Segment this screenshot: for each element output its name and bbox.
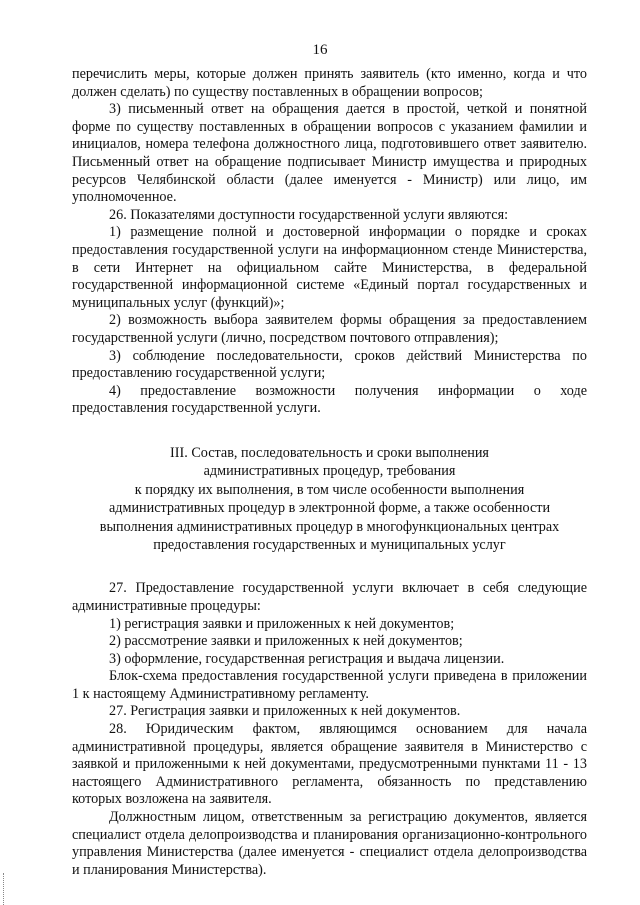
paragraph: 1) регистрация заявки и приложенных к ней документов; — [109, 615, 455, 632]
section-heading-line: административных процедур, требования — [203, 463, 456, 480]
section-heading-line: административных процедур в электронной форме, а также особенности — [108, 500, 551, 517]
paragraph: 28. Юридическим фактом, являющимся основанием для начала административной процедуры, является обращение заявителя в Министерство с заявкой и приложенными к ней документами, предусмотренными пунктами 11 - 13 настоящего Административного регламента, обязанность по представлению которых возложена на заявителя. — [72, 721, 587, 808]
paragraph: Блок-схема предоставления государственной услуги приведена в приложении 1 к настоящему Административному регламенту. — [72, 668, 587, 702]
paragraph: 2) возможность выбора заявителем формы обращения за предоставлением государственной услуги (лично, посредством почтового отправления); — [72, 312, 587, 346]
paragraph: 3) соблюдение последовательности, сроков действий Министерства по предоставлению государственной услуги; — [72, 347, 587, 382]
section-heading-line: предоставления государственных и муниципальных услуг — [153, 536, 506, 553]
section-heading-line: к порядку их выполнения, в том числе особенности выполнения — [134, 481, 525, 498]
scan-edge-mark — [3, 873, 6, 905]
section-heading-line: выполнения административных процедур в многофункциональных центрах — [99, 518, 560, 535]
paragraph: 3) письменный ответ на обращения дается в простой, четкой и понятной форме по существу поставленных в обращении вопросов с указанием фамилии и инициалов, номера телефона должностного лица, подготовившего ответ заявителю. Письменный ответ на обращение подписывает Министр имущества и природных ресурсов Челябинской области (далее именуется - Министр) или лицо, им уполномоченное. — [72, 101, 587, 206]
paragraph: 3) оформление, государственная регистрация и выдача лицензии. — [109, 650, 505, 667]
paragraph: 27. Регистрация заявки и приложенных к ней документов. — [109, 703, 461, 720]
paragraph: перечислить меры, которые должен принять заявитель (кто именно, когда и что должен сделать) по существу поставленных в обращении вопросов; — [72, 66, 587, 100]
section-heading-line: III. Состав, последовательность и сроки выполнения — [170, 444, 489, 461]
paragraphs-top — [72, 66, 587, 418]
paragraph: 4) предоставление возможности получения информации о ходе предоставления государственной услуги. — [72, 382, 587, 417]
paragraph: 1) размещение полной и достоверной информации о порядке и сроках предоставления государственной услуги на информационном стенде Министерства, в сети Интернет на официальном сайте Министерства, в федеральной государственной информационной системе «Единый портал государственных и муниципальных услуг (функций)»; — [72, 224, 587, 311]
paragraphs-bottom — [72, 580, 587, 879]
section-heading — [72, 444, 587, 554]
paragraph: 2) рассмотрение заявки и приложенных к ней документов; — [109, 633, 463, 650]
page-number: 16 — [312, 42, 328, 58]
document-body — [72, 66, 587, 879]
paragraph: Должностным лицом, ответственным за регистрацию документов, является специалист отдела делопроизводства и планирования организационно-контрольного управления Министерства (далее именуется - специалист отдела делопроизводства и планирования Министерства). — [72, 809, 587, 878]
paragraph: 26. Показателями доступности государственной услуги являются: — [109, 206, 509, 223]
paragraph: 27. Предоставление государственной услуги включает в себя следующие административные процедуры: — [72, 580, 587, 614]
